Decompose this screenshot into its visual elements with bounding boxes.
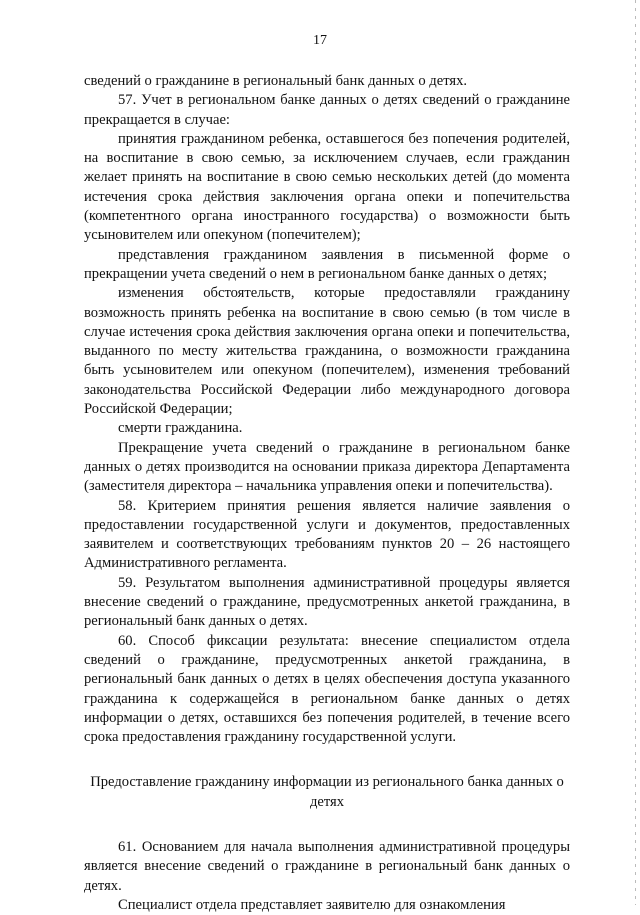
paragraph: 59. Результатом выполнения административной процедуры является внесение сведений о гражданине, предусмотренных анкетой гражданина, в региональный банк данных о детях. bbox=[84, 574, 570, 630]
paragraph: Прекращение учета сведений о гражданине в региональном банке данных о детях производится на основании приказа директора Департамента (заместителя директора – начальника управления опеки и попечительства). bbox=[84, 439, 570, 495]
paragraph: изменения обстоятельств, которые предоставляли гражданину возможность принять ребенка на воспитание в свою семью (в том числе в случае истечения срока действия заключения органа опеки и попечительства, выданного по месту жительства гражданина, о возможности гражданина быть усыновителем или опекуном (попечителем), изменения требований законодательства Российской Федерации либо международного договора Российской Федерации; bbox=[84, 285, 570, 418]
paragraph: 58. Критерием принятия решения является наличие заявления о предоставлении государственной услуги и документов, предоставленных заявителем и соответствующих требованиям пунктов 20 – 26 настоящего Административного регламента. bbox=[84, 497, 570, 572]
document-body bbox=[84, 72, 570, 915]
paragraph: принятия гражданином ребенка, оставшегося без попечения родителей, на воспитание в свою семью, за исключением случаев, если гражданин желает принять на воспитание в свою семью нескольких детей (до момента истечения срока действия заключения органа опеки и попечительства (компетентного органа иностранного государства) о возможности быть усыновителем или опекуном (попечителем); bbox=[84, 130, 570, 244]
paragraph: смерти гражданина. bbox=[118, 420, 243, 437]
paragraph: представления гражданином заявления в письменной форме о прекращении учета сведений о нем в региональном банке данных о детях; bbox=[84, 246, 570, 282]
page-number: 17 bbox=[313, 33, 327, 48]
paragraphs-top bbox=[84, 72, 570, 747]
page-edge-line bbox=[635, 0, 636, 905]
paragraph: 60. Способ фиксации результата: внесение специалистом отдела сведений о гражданине, предусмотренных анкетой гражданина, в региональный банк данных о детях в целях обеспечения доступа указанного гражданина к содержащейся в региональном банке данных о детях информации о детях, оставшихся без попечения родителей, в течение всего срока предоставления гражданину государственной услуги. bbox=[84, 632, 570, 746]
paragraph: 57. Учет в региональном банке данных о детях сведений о гражданине прекращается в случае: bbox=[84, 92, 570, 128]
paragraph: сведений о гражданине в региональный банк данных о детях. bbox=[84, 73, 468, 89]
section-heading: Предоставление гражданину информации из регионального банка данных о детях bbox=[90, 774, 564, 810]
paragraph: Специалист отдела представляет заявителю для ознакомления bbox=[118, 896, 506, 913]
paragraph: 61. Основанием для начала выполнения административной процедуры является внесение сведений о гражданине в региональный банк данных о детях. bbox=[84, 838, 570, 894]
paragraphs-bottom bbox=[84, 838, 570, 915]
